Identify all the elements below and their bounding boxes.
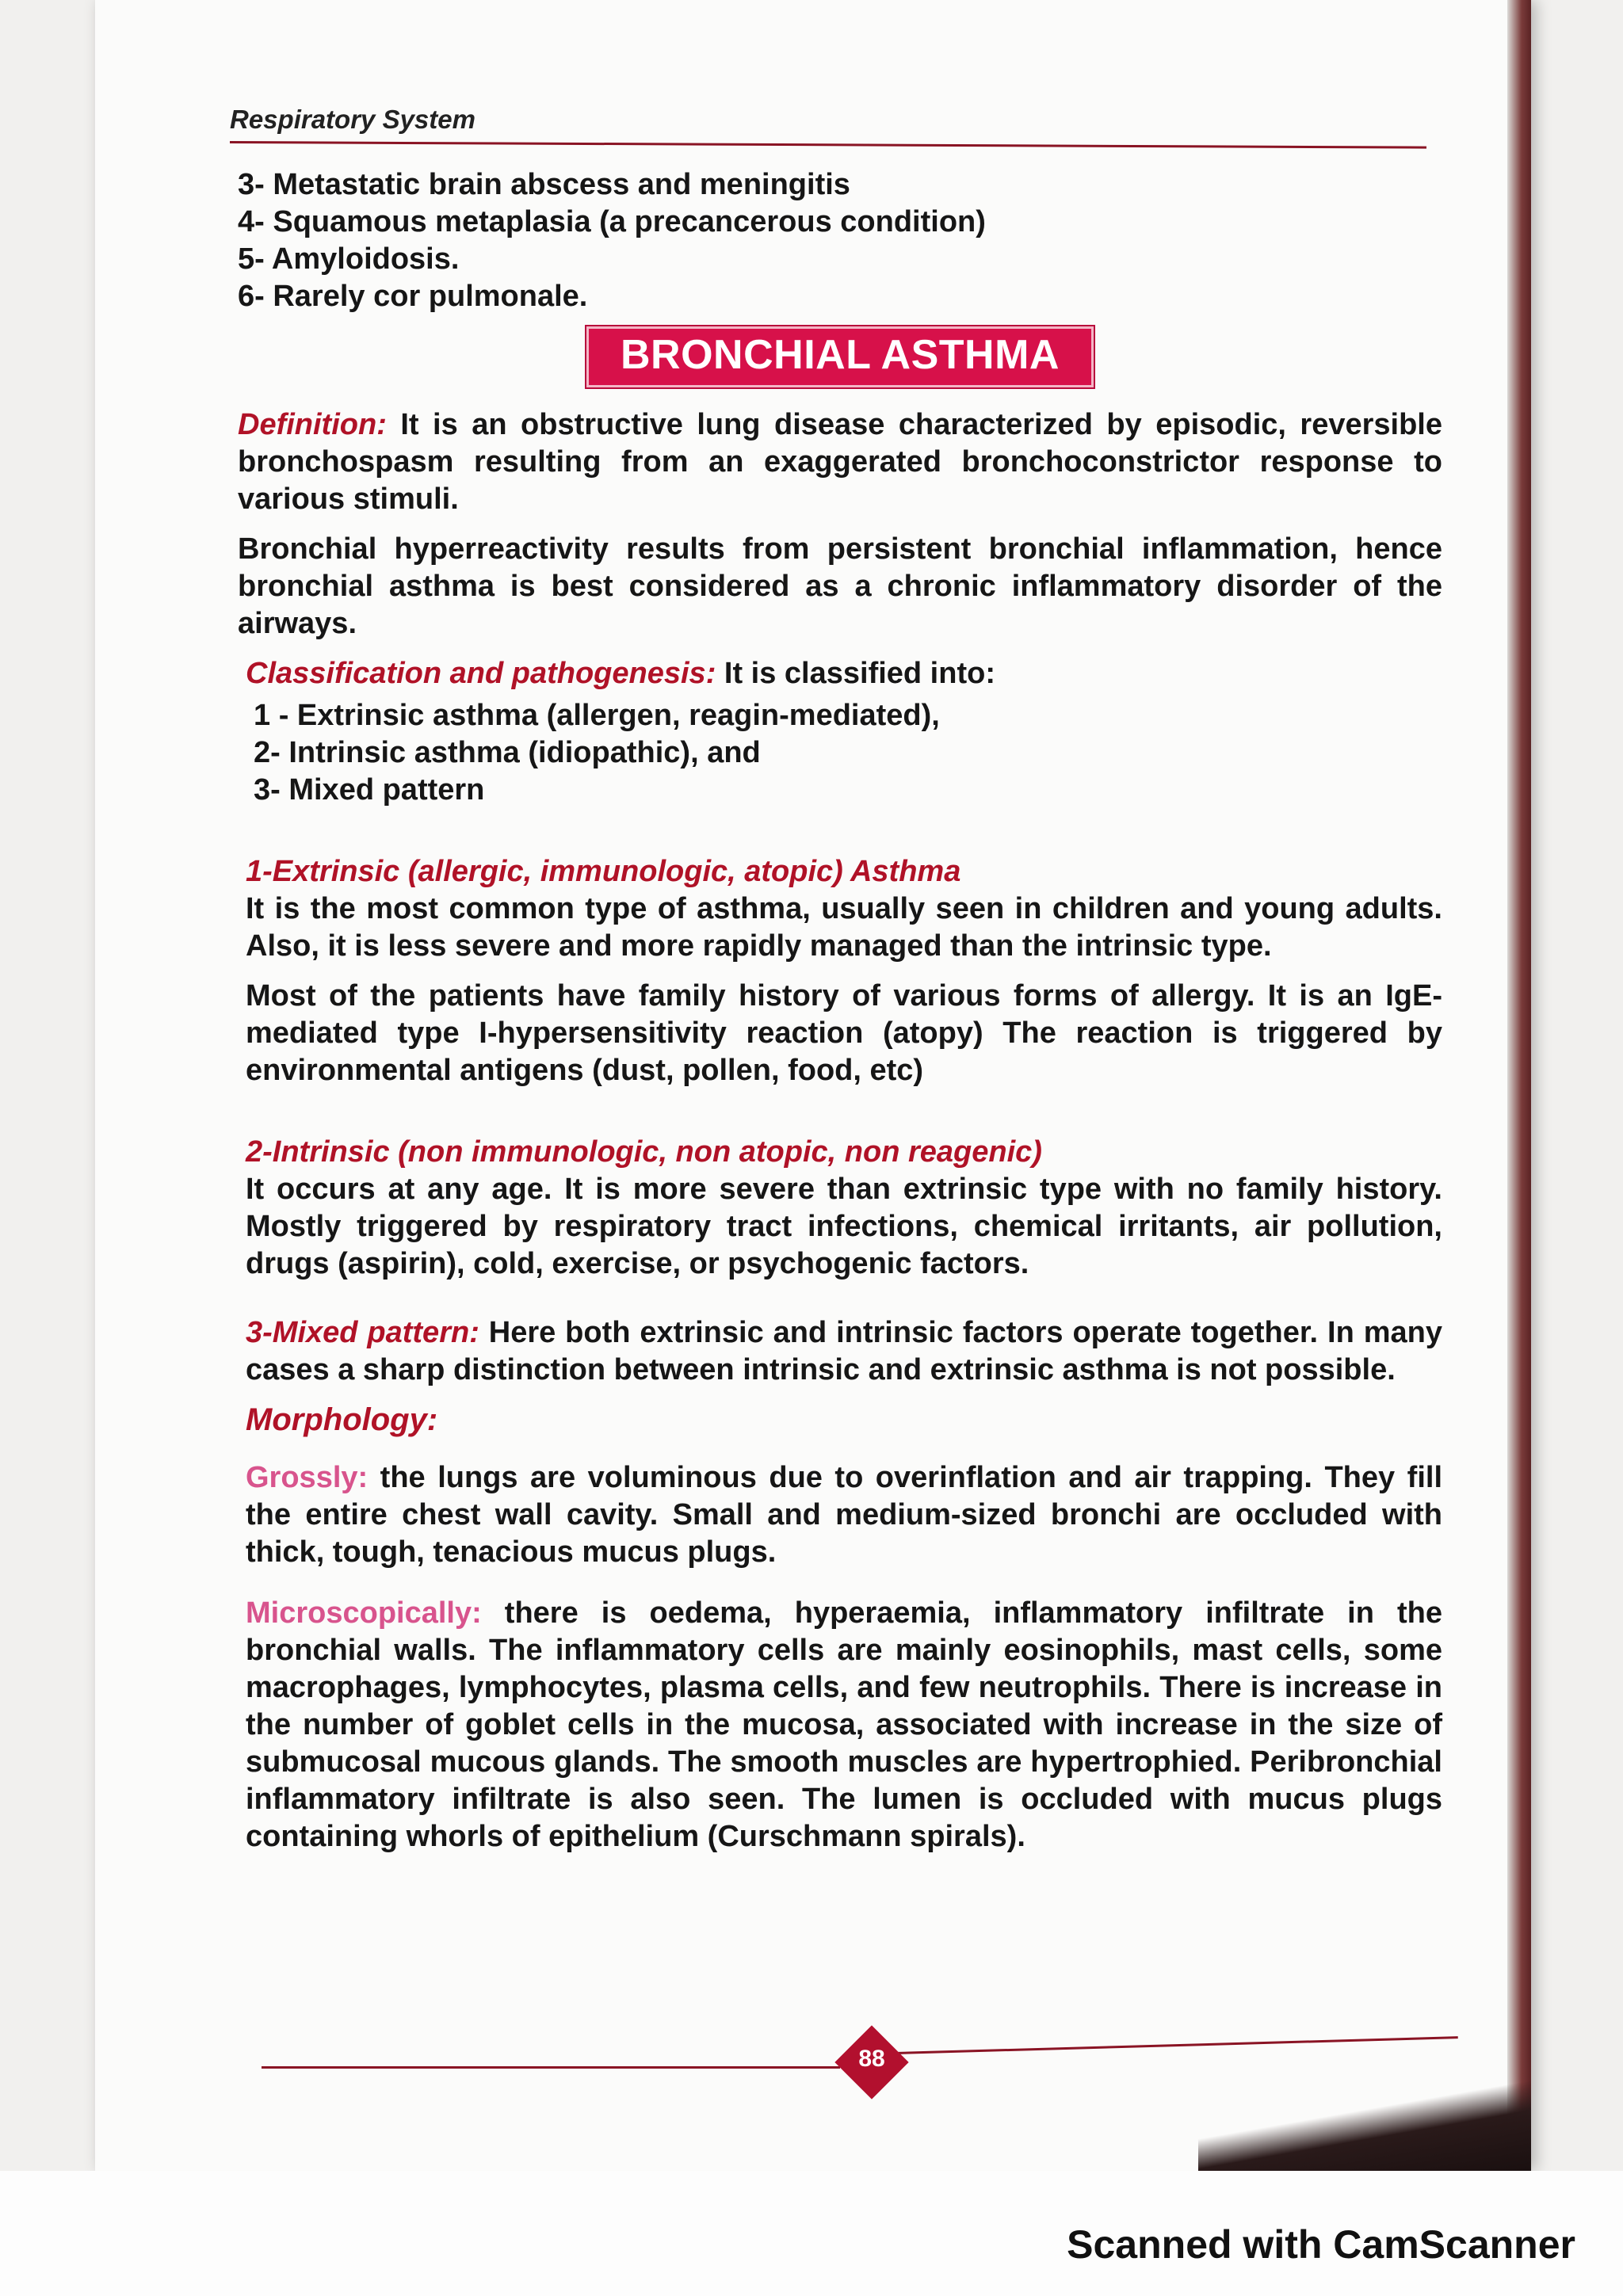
grossly-text: the lungs are voluminous due to overinflation and air trapping. They fill the entire chest wall cavity. Small and medium-sized bronchi are occluded with thick, tough, tenacious mucus plugs.: [246, 1461, 1442, 1569]
extrinsic-paragraph-2: Most of the patients have family history of various forms of allergy. It is an IgE-mediated type I-hypersensitivity reaction (atopy) The reaction is triggered by environmental antigens (dust, pollen, food, etc): [246, 979, 1442, 1087]
list-item: 3- Mixed pattern: [254, 773, 485, 807]
grossly-paragraph: [246, 1459, 1442, 1571]
section-banner: BRONCHIAL ASTHMA: [586, 326, 1094, 387]
classification-heading: [246, 655, 1442, 692]
list-item: 2- Intrinsic asthma (idiopathic), and: [254, 736, 761, 769]
list-item: 6- Rarely cor pulmonale.: [238, 280, 588, 313]
definition-paragraph: [238, 406, 1442, 518]
intrinsic-paragraph: It occurs at any age. It is more severe than extrinsic type with no family history. Mostly triggered by respiratory tract infections, chemical irritants, air pollution, drugs (aspirin), cold, exercise, or psychogenic factors.: [246, 1173, 1442, 1280]
microscopic-text: there is oedema, hyperaemia, inflammatory infiltrate in the bronchial walls. The inflammatory cells are mainly eosinophils, mast cells, some macrophages, lymphocytes, plasma cells, and few neutrophils. There is increase in the number of goblet cells in the mucosa, associated with increase in the size of submucosal mucous glands. The smooth muscles are hypertrophied. Peribronchial inflammatory infiltrate is also seen. The lumen is occluded with mucus plugs containing whorls of epithelium (Curschmann spirals).: [246, 1596, 1442, 1853]
mixed-paragraph: [246, 1314, 1442, 1389]
morphology-block: [238, 1459, 1442, 1855]
list-item: 4- Squamous metaplasia (a precancerous condition): [238, 205, 986, 238]
page-number: 88: [858, 2046, 885, 2072]
hyperreactivity-paragraph: Bronchial hyperreactivity results from persistent bronchial inflammation, hence bronchial asthma is best considered as a chronic inflammatory disorder of the airways.: [238, 532, 1442, 640]
intrinsic-block: [238, 1171, 1442, 1283]
classification-block: [238, 655, 1442, 809]
extrinsic-block: [238, 891, 1442, 1089]
grossly-label: Grossly:: [246, 1461, 369, 1494]
extrinsic-heading: 1-Extrinsic (allergic, immunologic, atopic) Asthma: [246, 855, 961, 888]
definition-text: It is an obstructive lung disease characterized by episodic, reversible bronchospasm resulting from an exaggerated bronchoconstrictor response to various stimuli.: [238, 408, 1442, 516]
microscopic-paragraph: [246, 1595, 1442, 1855]
classification-label: Classification and pathogenesis:: [246, 657, 716, 690]
definition-label: Definition:: [238, 408, 387, 441]
scanner-watermark: Scanned with CamScanner: [1067, 2222, 1575, 2267]
running-head: Respiratory System: [230, 105, 475, 134]
classification-text: It is classified into:: [716, 657, 995, 690]
list-item: 1 - Extrinsic asthma (allergen, reagin-mediated),: [254, 699, 940, 732]
classification-list: [246, 697, 1442, 809]
morphology-heading: Morphology:: [246, 1402, 438, 1437]
extrinsic-paragraph-1: It is the most common type of asthma, usually seen in children and young adults. Also, it is less severe and more rapidly managed than the intrinsic type.: [246, 892, 1442, 963]
intrinsic-heading: 2-Intrinsic (non immunologic, non atopic, non reagenic): [246, 1135, 1042, 1169]
page-binding-edge: [1507, 0, 1531, 2171]
mixed-block: [238, 1314, 1442, 1389]
page-content: [238, 166, 1442, 1868]
footer-rule-left: [262, 2066, 840, 2069]
section-banner-wrap: [238, 326, 1442, 387]
mixed-text: Here both extrinsic and intrinsic factors operate together. In many cases a sharp distinction between intrinsic and extrinsic asthma is not possible.: [246, 1316, 1442, 1386]
page-curl-shadow: [1198, 2028, 1531, 2171]
microscopic-label: Microscopically:: [246, 1596, 482, 1630]
complications-list: [238, 166, 1442, 315]
mixed-label: 3-Mixed pattern:: [246, 1316, 479, 1349]
list-item: 3- Metastatic brain abscess and meningitis: [238, 168, 850, 201]
list-item: 5- Amyloidosis.: [238, 242, 460, 276]
